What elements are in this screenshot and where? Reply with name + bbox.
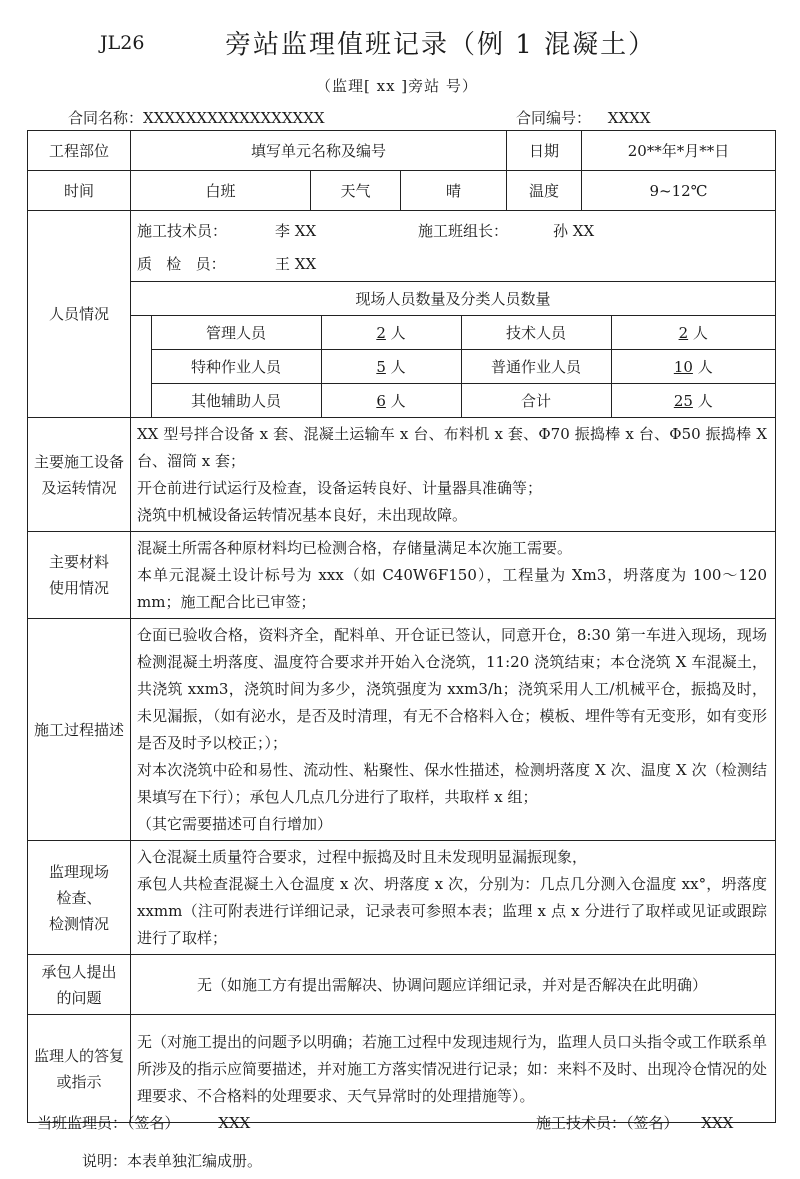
issues-text[interactable]: 无（如施工方有提出需解决、协调问题应详细记录，并对是否解决在此明确）	[131, 955, 776, 1015]
unit-label: 人	[697, 358, 713, 376]
equipment-label	[28, 418, 131, 532]
count-value-2[interactable]	[611, 350, 775, 384]
duty-record-table	[27, 130, 776, 1123]
count-label-1: 特种作业人员	[151, 350, 321, 384]
count-value-2[interactable]	[611, 384, 775, 418]
row-inspection	[28, 841, 776, 955]
inspection-label	[28, 841, 131, 955]
row-materials	[28, 532, 776, 619]
paragraph: 浇筑中机械设备运转情况基本良好，未出现故障。	[137, 506, 468, 524]
weather-label: 天气	[311, 171, 401, 211]
equipment-label-line: 主要施工设备	[33, 452, 124, 471]
reply-text[interactable]: 无（对施工提出的问题予以明确；若施工过程中发现违规行为，监理人员口头指令或工作联系单所涉及的指示应简要描述，并对施工方落实情况进行记录；如：来料不及时、出现冷仓情况的处理要求、不合格料的处理要求、天气异常时的处理措施等）。	[131, 1015, 776, 1123]
count-number: 6	[376, 392, 386, 410]
row-personnel	[28, 211, 776, 418]
count-row	[131, 350, 775, 384]
count-value-2[interactable]	[611, 316, 775, 350]
reply-label-line: 或指示	[56, 1072, 102, 1091]
form-note: 说明：本表单独汇编成册。	[82, 1152, 263, 1170]
paragraph: 本单元混凝土设计标号为 xxx（如 C40W6F150），工程量为 Xm3，坍落度为 100～120 mm；施工配合比已审签；	[137, 566, 768, 611]
page-title: 旁站监理值班记录（例 1 混凝土）	[225, 30, 657, 60]
row-issues	[28, 955, 776, 1015]
paragraph: 入仓混凝土质量符合要求，过程中振捣及时且未发现明显漏振现象，	[137, 848, 588, 866]
paragraph: （其它需要描述可自行增加）	[137, 815, 333, 833]
process-label: 施工过程描述	[28, 619, 131, 841]
tech-label: 施工技术员：	[137, 222, 228, 240]
issues-label	[28, 955, 131, 1015]
inspection-text[interactable]	[131, 841, 776, 955]
count-label-2: 合计	[461, 384, 611, 418]
form-subtitle: （监理[ xx ]旁站 号）	[316, 77, 478, 95]
paragraph: XX 型号拌合设备 x 套、混凝土运输车 x 台、布料机 x 套、Φ70 振捣棒 x 台、Φ50 振捣棒 X 台、溜筒 x 套；	[137, 425, 768, 470]
project-value[interactable]: 填写单元名称及编号	[131, 131, 507, 171]
inspector-label: 质 检 员：	[137, 255, 226, 273]
time-label: 时间	[28, 171, 131, 211]
row-process	[28, 619, 776, 841]
row-reply	[28, 1015, 776, 1123]
personnel-label: 人员情况	[28, 211, 131, 418]
equipment-text[interactable]	[131, 418, 776, 532]
materials-label	[28, 532, 131, 619]
date-value[interactable]: 20**年*月**日	[582, 131, 776, 171]
inspection-label-line: 监理现场	[48, 862, 109, 881]
leader-value[interactable]: 孙 XX	[553, 222, 595, 240]
count-value-1[interactable]	[321, 350, 461, 384]
temperature-value[interactable]: 9~12℃	[582, 171, 776, 211]
paragraph: 仓面已验收合格，资料齐全，配料单、开仓证已签认，同意开仓，8:30 第一车进入现场，现场检测混凝土坍落度、温度符合要求并开始入仓浇筑，11:20 浇筑结束；本仓浇筑 X 车混凝土，共浇筑 xxm3，浇筑时间为多少，浇筑强度为 xxm3/h；浇筑采用人工/机械平仓，振捣及时，未见漏振，（如有泌水，是否及时清理，有无不合格料入仓；模板、埋件等有无变形，如有变形是否及时予以校正；）；	[137, 626, 768, 752]
count-row	[131, 384, 775, 418]
count-number: 10	[673, 358, 693, 376]
materials-label-line: 使用情况	[48, 579, 109, 597]
count-number: 2	[376, 324, 386, 342]
contract-no	[516, 107, 651, 128]
project-label: 工程部位	[28, 131, 131, 171]
personnel-names	[131, 211, 775, 281]
inspection-label-line: 检查、	[56, 888, 102, 907]
inspection-label-line: 检测情况	[48, 914, 109, 933]
contract-name-label: 合同名称：	[68, 109, 144, 127]
row-project	[28, 131, 776, 171]
contract-name	[68, 107, 325, 128]
count-title: 现场人员数量及分类人员数量	[131, 282, 775, 316]
row-time	[28, 171, 776, 211]
reply-label-line: 监理人的答复	[33, 1046, 124, 1065]
unit-label: 人	[692, 324, 708, 342]
tech-sign-label: 施工技术员：（签名）	[536, 1114, 679, 1132]
count-label-2: 普通作业人员	[461, 350, 611, 384]
personnel-cell	[131, 211, 776, 418]
contract-name-value: XXXXXXXXXXXXXXXXX	[143, 109, 325, 127]
weather-value[interactable]: 晴	[401, 171, 507, 211]
unit-label: 人	[390, 358, 406, 376]
unit-label: 人	[390, 392, 406, 410]
supervisor-value[interactable]: XXX	[218, 1114, 251, 1132]
count-value-1[interactable]	[321, 316, 461, 350]
shift-value[interactable]: 白班	[131, 171, 311, 211]
tech-value[interactable]: 李 XX	[275, 222, 317, 240]
unit-label: 人	[697, 392, 713, 410]
materials-text[interactable]	[131, 532, 776, 619]
paragraph: 承包人共检查混凝土入仓温度 x 次、坍落度 x 次，分别为：几点几分测入仓温度 xx°，坍落度 xxmm（注可附表进行详细记录，记录表可参照本表；监理 x 点 x 分进行了取样或见证或跟踪进行了取样；	[137, 875, 768, 947]
count-label-1: 管理人员	[151, 316, 321, 350]
count-number: 5	[376, 358, 386, 376]
paragraph: 混凝土所需各种原材料均已检测合格，存储量满足本次施工需要。	[137, 539, 573, 557]
process-text[interactable]	[131, 619, 776, 841]
paragraph: 对本次浇筑中砼和易性、流动性、粘聚性、保水性描述，检测坍落度 X 次、温度 X 次（检测结果填写在下行）；承包人几点几分进行了取样，共取样 x 组；	[137, 761, 768, 806]
form-code: JL26	[100, 32, 145, 54]
count-number: 2	[678, 324, 689, 342]
supervisor-signature	[37, 1112, 250, 1133]
materials-label-line: 主要材料	[48, 553, 109, 571]
reply-label	[28, 1015, 131, 1123]
date-label: 日期	[507, 131, 582, 171]
tech-signature	[536, 1112, 733, 1133]
contract-no-value: XXXX	[607, 109, 651, 127]
equipment-label-line: 及运转情况	[41, 478, 117, 497]
count-value-1[interactable]	[321, 384, 461, 418]
unit-label: 人	[390, 324, 406, 342]
issues-label-line: 承包人提出	[41, 962, 117, 981]
count-row	[131, 316, 775, 350]
personnel-count-table	[131, 281, 775, 417]
count-label-1: 其他辅助人员	[151, 384, 321, 418]
leader-label: 施工班组长：	[418, 222, 509, 240]
issues-label-line: 的问题	[56, 988, 102, 1007]
inspector-value[interactable]: 王 XX	[275, 255, 317, 273]
tech-sign-value[interactable]: XXX	[701, 1114, 734, 1132]
count-label-2: 技术人员	[461, 316, 611, 350]
row-equipment	[28, 418, 776, 532]
paragraph: 开仓前进行试运行及检查，设备运转良好、计量器具准确等；	[137, 479, 543, 497]
supervisor-label: 当班监理员：（签名）	[37, 1114, 180, 1132]
temperature-label: 温度	[507, 171, 582, 211]
contract-no-label: 合同编号：	[516, 109, 592, 127]
count-number: 25	[673, 392, 693, 410]
